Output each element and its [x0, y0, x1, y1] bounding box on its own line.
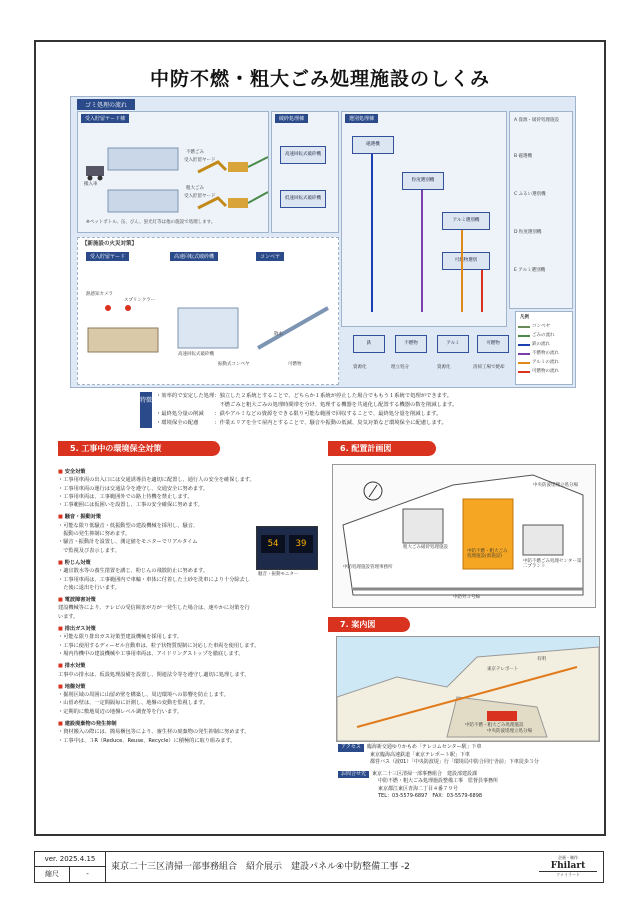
env-line: ・工事に使用するディーゼル自動車は、粒子状物質規制に対応した車両を使用します。	[58, 642, 260, 649]
crush-box	[271, 111, 339, 233]
env-line: ・場内待機中の建設機械や工事用車両は、アイドリングストップを徹底します。	[58, 650, 244, 657]
flow-tab: ゴミ処理の流れ	[77, 99, 135, 110]
bin-aluminum: アルミ	[437, 335, 469, 353]
env-line: ・山留め壁は、一定間隔毎に計測し、地盤の変動を監視します。	[58, 700, 209, 707]
feature-line-3: ・最終処分量の削減 ：鉄やアルミなどの資源をできる限り可能な範囲で回収することで、最終処分量を削減します。	[156, 411, 442, 417]
logo-sub: ファイラート	[556, 872, 580, 877]
page-title: 中防不燃・粗大ごみ処理施設のしくみ	[149, 68, 490, 90]
out-iron: 資源化	[353, 365, 367, 370]
env-heading: ■ 排水対策	[58, 662, 320, 670]
label-sodai-gomi: 粗大ごみ	[186, 186, 204, 191]
map-label-office: 中防処理施設管理事務所	[343, 565, 393, 570]
contact-line: TEL：03-5579-6897 FAX：03-5579-6898	[378, 793, 483, 799]
legend-title: 凡例	[520, 315, 529, 320]
footer-scale-value: -	[70, 867, 106, 882]
env-heading: ■ 騒音・振動対策	[58, 513, 320, 521]
feature-line-1: ・効率的で安定した処理：独立した２系統とすることで、どちらか１系統が停止した場合でももう１系統で処理ができます。	[156, 393, 453, 399]
env-line: ・定期的に敷地周辺の地盤レベル調査等を行います。	[58, 708, 183, 715]
env-line: ・工事用車両の運行は交通法令を遵守し、交通安全に努めます。	[58, 485, 209, 492]
map-label-second: 中防不燃ごみ処理センター第二プラント	[523, 559, 582, 570]
sort-flow-lines	[342, 112, 506, 326]
env-line: ・工事用車両は、工事範囲内で車輪・車体に付着した土砂を洗車により十分除去し	[58, 576, 250, 583]
side-notes	[509, 111, 573, 309]
monitor-value-1: 54	[261, 535, 285, 553]
label-fune-gomi: 不燃ごみ	[186, 150, 204, 155]
env-line: ・工事範囲には仮囲いを設置し、工事の安全確保に努めます。	[58, 502, 203, 509]
fire-measures	[77, 237, 339, 385]
side-note-d: D 粒度選別機	[514, 230, 542, 235]
guide-label-teleport: 東京テレポート	[487, 667, 519, 672]
legend-nonburnable: 不燃物の流れ	[532, 351, 559, 356]
label-yard-1: 受入貯留ヤード	[184, 158, 216, 163]
env-line: 工事中の排水は、仮設処理設備を設置し、関連法令等を遵守し適切に処理します。	[58, 671, 250, 678]
env-measures	[58, 464, 320, 745]
footer-scale: 縮尺	[35, 867, 70, 882]
footer-title: 東京二十三区清掃一部事務組合 紹介展示 建設パネル④中防整備工事 -2	[111, 862, 410, 872]
size-separator: 粒度選別機	[402, 172, 444, 190]
env-line: ・適宜散水等の養生措置を講じ、粉じんの飛散防止に努めます。	[58, 568, 209, 575]
yard-box	[77, 111, 269, 233]
low-speed-crusher: 低速回転式破砕機	[280, 190, 326, 208]
env-line: 建設機械等により、テレビの受信障害が万が一発生した場合は、速やかに対策を行	[58, 605, 250, 612]
access-line: 臨海新交通ゆりかもめ「テレコムセンター駅」下車	[366, 744, 482, 750]
env-line: ・可能な限り低騒音・低振動型の建設機械を採用し、騒音、	[58, 522, 199, 529]
access-line: 都営バス（波01）「中央防波堤」行「環境局中防合同庁舎前」下車徒歩３分	[370, 759, 539, 765]
env-heading: ■ 地盤対策	[58, 683, 320, 691]
env-line: で監視及び表示します。	[58, 547, 120, 554]
side-note-b: B 磁選機	[514, 154, 533, 159]
env-line: ・掘削区域の周囲に山留め壁を構築し、周辺環境への影響を防止します。	[58, 692, 229, 699]
legend-iron: 鉄の流れ	[532, 342, 550, 347]
env-line: ・資材搬入の際には、簡易梱包等により、審生材の廃棄物の発生抑制に努めます。	[58, 729, 250, 736]
legend-conveyor: コンベヤ	[532, 324, 550, 329]
aluminum-separator: アルミ選別機	[442, 212, 490, 230]
contact-line: 東京二十三区清掃一部事務組合 建設部建設課	[372, 770, 478, 777]
out-incinerate: 清掃工場で焼却	[473, 365, 505, 370]
footer-logo	[539, 855, 597, 879]
fire-crusher: 高速回転式破砕機	[170, 252, 218, 261]
out-aluminum: 資源化	[437, 365, 451, 370]
legend-aluminum: アルミの流れ	[532, 360, 559, 365]
fire-conveyor: コンベヤ	[256, 252, 284, 261]
env-line: た後に退出を行います。	[58, 584, 120, 591]
guide-label-landfill: 中央防波堤埋立処分場	[487, 729, 532, 734]
layout-map	[332, 464, 596, 608]
env-line: ・工事中は、３R（Reduce、Reuse、Recycle）に積極的に取り組みます。	[58, 737, 236, 744]
legend	[515, 311, 573, 385]
bin-combustible: 可燃物	[477, 335, 509, 353]
sort-box	[341, 111, 507, 327]
out-landfill: 埋立処分	[391, 365, 409, 370]
env-line: ・可能な限り排出ガス対策型建設機械を採用します。	[58, 634, 183, 641]
env-line: ・工事用車両の出入口には交通誘導員を適切に配置し、通行人の安全を確保します。	[58, 477, 255, 484]
side-note-c: C ふるい選別機	[514, 192, 546, 197]
fire-label-conveyor: 振動式コンベヤ	[218, 362, 250, 367]
guide-map	[336, 636, 600, 742]
fire-label-combustible: 可燃物	[288, 362, 302, 367]
yard-illustration	[78, 112, 268, 232]
label-yard-2: 受入貯留ヤード	[184, 194, 216, 199]
access-info	[338, 744, 608, 801]
yard-note: ※ペットボトル、缶、びん、蛍光灯等は他の施設で処理します。	[86, 220, 216, 225]
monitor-value-2: 39	[289, 535, 313, 553]
fire-label-camera: 熱感知カメラ	[86, 292, 113, 297]
section-6-heading: 6. 配置計画図	[328, 441, 436, 456]
side-note-e: E アルミ選別機	[514, 268, 546, 273]
bin-nonburnable: 不燃物	[395, 335, 427, 353]
fire-title: 【新施設の火災対策】	[82, 241, 138, 247]
sort-title: 選別処理棟	[345, 114, 378, 123]
env-line: います。	[58, 613, 79, 620]
panel	[34, 40, 606, 836]
monitor-label: 騒音・振動モニター	[258, 572, 299, 577]
guide-label-facility: 中防不燃・粗大ごみ処理施設	[465, 723, 524, 728]
feature-line-4: ・環境保全の配慮 ：作業エリアを全て屋内とすることで、騒音や振動の低減、臭気対策など環境保全に配慮します。	[156, 420, 447, 426]
logo-text: Fhilart	[539, 861, 597, 872]
bin-iron: 鉄	[353, 335, 385, 353]
feature-line-2: 不燃ごみと粗大ごみの処理時間帯を分け、処理する機器を共通化し配置する機器の数を削減します。	[156, 402, 458, 408]
fire-label-crusher: 高速回転式破砕機	[178, 352, 214, 357]
access-line: 東京臨海高速鉄道「東京テレポート駅」下車	[370, 751, 470, 758]
map-label-crush: 粗大ごみ破砕処理施設	[403, 545, 448, 550]
legend-swatches	[518, 324, 532, 388]
fire-label-sprinkler: スプリンクラー	[124, 298, 156, 303]
guide-label-ariake: 有明	[537, 657, 546, 662]
high-speed-crusher: 高速回転式破砕機	[280, 146, 326, 164]
env-line: ・工事用車両は、工事範囲外での路上待機を禁止します。	[58, 493, 193, 500]
features	[140, 392, 596, 428]
contact-line: 中防不燃・粗大ごみ処理施設整備工事 監督員事務所	[378, 778, 499, 784]
footer	[34, 851, 604, 883]
footer-version: ver. 2025.4.15	[35, 852, 106, 867]
section-7-heading: 7. 案内図	[328, 617, 410, 632]
yard-title: 受入貯留ヤード棟	[81, 114, 129, 123]
noise-monitor	[256, 526, 318, 570]
magnet-separator: 磁選機	[352, 136, 394, 154]
fire-label-spray: 散水	[274, 332, 283, 337]
map-road: 中防外３号線	[453, 595, 480, 600]
map-label-new: 中防不燃・粗大ごみ処理施設(新施設)	[467, 549, 508, 560]
features-tag: 特徴	[140, 392, 152, 428]
combustible-separator: 可燃物選別	[442, 252, 490, 270]
crush-title: 破砕処理棟	[275, 114, 308, 123]
section-5-heading: 5. 工事中の環境保全対策	[58, 441, 220, 456]
env-heading: ■ 排出ガス対策	[58, 625, 320, 633]
env-line: ・騒音・振動計を設置し、測定値をモニターでリアルタイム	[58, 539, 198, 546]
env-heading: ■ 粉じん対策	[58, 559, 320, 567]
env-line: 振動の発生抑制に努めます。	[58, 531, 131, 538]
contact-line: 東京都江東区青海二丁目４番７９号	[378, 785, 459, 792]
env-heading: ■ 安全対策	[58, 468, 320, 476]
label-truck: 搬入車	[84, 182, 98, 187]
env-heading: ■ 電波障害対策	[58, 596, 320, 604]
process-flow-diagram	[70, 96, 576, 388]
env-heading: ■ 建設廃棄物の発生抑制	[58, 720, 320, 728]
access-tag: アクセス	[338, 744, 364, 752]
fire-yard: 受入貯留ヤード	[86, 252, 129, 261]
side-note-a: A 資源・破砕処理施設	[514, 118, 560, 123]
map-label-landfill: 中央防波堤埋立処分場	[533, 483, 578, 488]
legend-gomi: ごみの流れ	[532, 333, 555, 338]
legend-combustible: 可燃物の流れ	[532, 369, 559, 374]
contact-tag: お問合せ先	[338, 771, 369, 779]
logo-top: 企画・制作	[558, 855, 578, 860]
